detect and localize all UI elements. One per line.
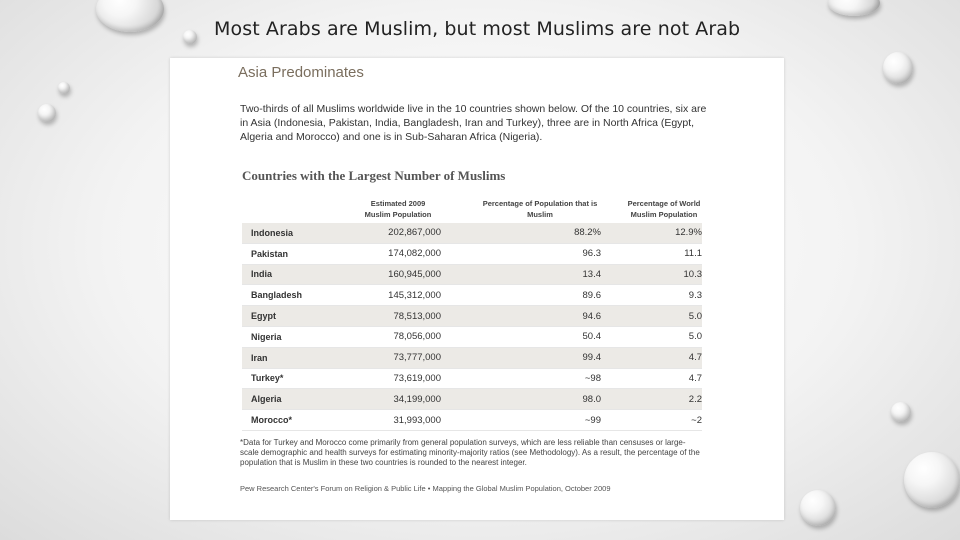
population-cell: 78,513,000 [393, 310, 441, 322]
column-header-population: Estimated 2009 Muslim Population [364, 199, 432, 219]
population-cell: 78,056,000 [393, 331, 441, 343]
pct-population-cell: 99.4 [582, 352, 601, 364]
slide-title: Most Arabs are Muslim, but most Muslims are not Arab [214, 18, 741, 40]
pct-world-cell: 4.7 [688, 372, 702, 384]
population-cell: 160,945,000 [388, 268, 441, 280]
pct-world-cell: 5.0 [688, 331, 702, 343]
pct-world-cell: 5.0 [688, 310, 702, 322]
water-droplet [883, 52, 913, 84]
document-intro: Two-thirds of all Muslims worldwide live in the 10 countries shown below. Of the 10 countries, six are in Asia (Indonesia, Pakistan, India, Bangladesh, Iran and Turkey), three are in North Africa (Egypt, Algeria and Morocco) and one is in Sub-Saharan Africa (Nigeria). [240, 103, 707, 143]
document-heading: Asia Predominates [238, 64, 364, 81]
pct-population-cell: 98.0 [582, 393, 601, 405]
population-cell: 174,082,000 [388, 248, 441, 260]
water-droplet [183, 30, 197, 44]
table-row [242, 327, 702, 348]
pct-world-cell: 11.1 [684, 248, 702, 260]
water-droplet [828, 0, 880, 16]
water-droplet [96, 0, 164, 32]
country-cell: Turkey* [251, 373, 284, 384]
pct-population-cell: 50.4 [582, 331, 601, 343]
water-droplet [891, 402, 911, 422]
table-row [242, 285, 702, 306]
pct-world-cell: ~2 [691, 414, 702, 426]
column-header-pct-population: Percentage of Population that is Muslim [482, 199, 598, 219]
pct-population-cell: ~99 [584, 414, 601, 426]
pct-world-cell: 12.9% [675, 227, 702, 239]
population-cell: 73,777,000 [393, 352, 441, 364]
population-cell: 34,199,000 [393, 393, 441, 405]
pct-population-cell: 88.2% [574, 227, 601, 239]
table-row [242, 306, 702, 327]
country-cell: Pakistan [251, 248, 289, 259]
country-cell: Iran [251, 352, 268, 363]
water-droplet [58, 82, 70, 94]
table-row [242, 223, 702, 244]
table-row [242, 410, 702, 431]
population-cell: 73,619,000 [393, 372, 441, 384]
population-cell: 202,867,000 [388, 227, 441, 239]
table-title: Countries with the Largest Number of Muslims [242, 168, 506, 183]
country-cell: Indonesia [251, 227, 294, 238]
table-row [242, 348, 702, 369]
pct-world-cell: 9.3 [688, 289, 702, 301]
country-cell: Nigeria [251, 331, 282, 342]
table-footnote: *Data for Turkey and Morocco come primarily from general population surveys, which are less reliable than censuses or large-scale demographic and health surveys for estimating minority-majority ratios (see Methodology). As a result, the percentage of the population that is Muslim in these two countries is rounded to the nearest integer. [240, 438, 700, 467]
pct-world-cell: 4.7 [688, 352, 702, 364]
table-row [242, 369, 702, 390]
table-row [242, 244, 702, 265]
country-cell: Morocco* [251, 415, 293, 426]
country-cell: India [251, 269, 273, 280]
document-image [170, 58, 784, 520]
pct-population-cell: 89.6 [582, 289, 601, 301]
pct-population-cell: 96.3 [582, 248, 601, 260]
water-droplet [800, 490, 836, 526]
muslim-population-table [242, 223, 702, 431]
column-header-pct-world: Percentage of World Muslim Population [627, 199, 701, 219]
water-droplet [38, 104, 56, 122]
country-cell: Bangladesh [251, 290, 303, 301]
pct-world-cell: 10.3 [683, 268, 702, 280]
pct-world-cell: 2.2 [688, 393, 702, 405]
source-citation: Pew Research Center's Forum on Religion & Public Life • Mapping the Global Muslim Population, October 2009 [240, 484, 611, 493]
pct-population-cell: 13.4 [582, 268, 601, 280]
pct-population-cell: ~98 [584, 372, 601, 384]
water-droplet [904, 452, 960, 508]
population-cell: 31,993,000 [393, 414, 441, 426]
pct-population-cell: 94.6 [582, 310, 601, 322]
country-cell: Egypt [251, 311, 277, 322]
table-row [242, 265, 702, 286]
country-cell: Algeria [251, 394, 282, 405]
table-row [242, 389, 702, 410]
population-cell: 145,312,000 [388, 289, 441, 301]
